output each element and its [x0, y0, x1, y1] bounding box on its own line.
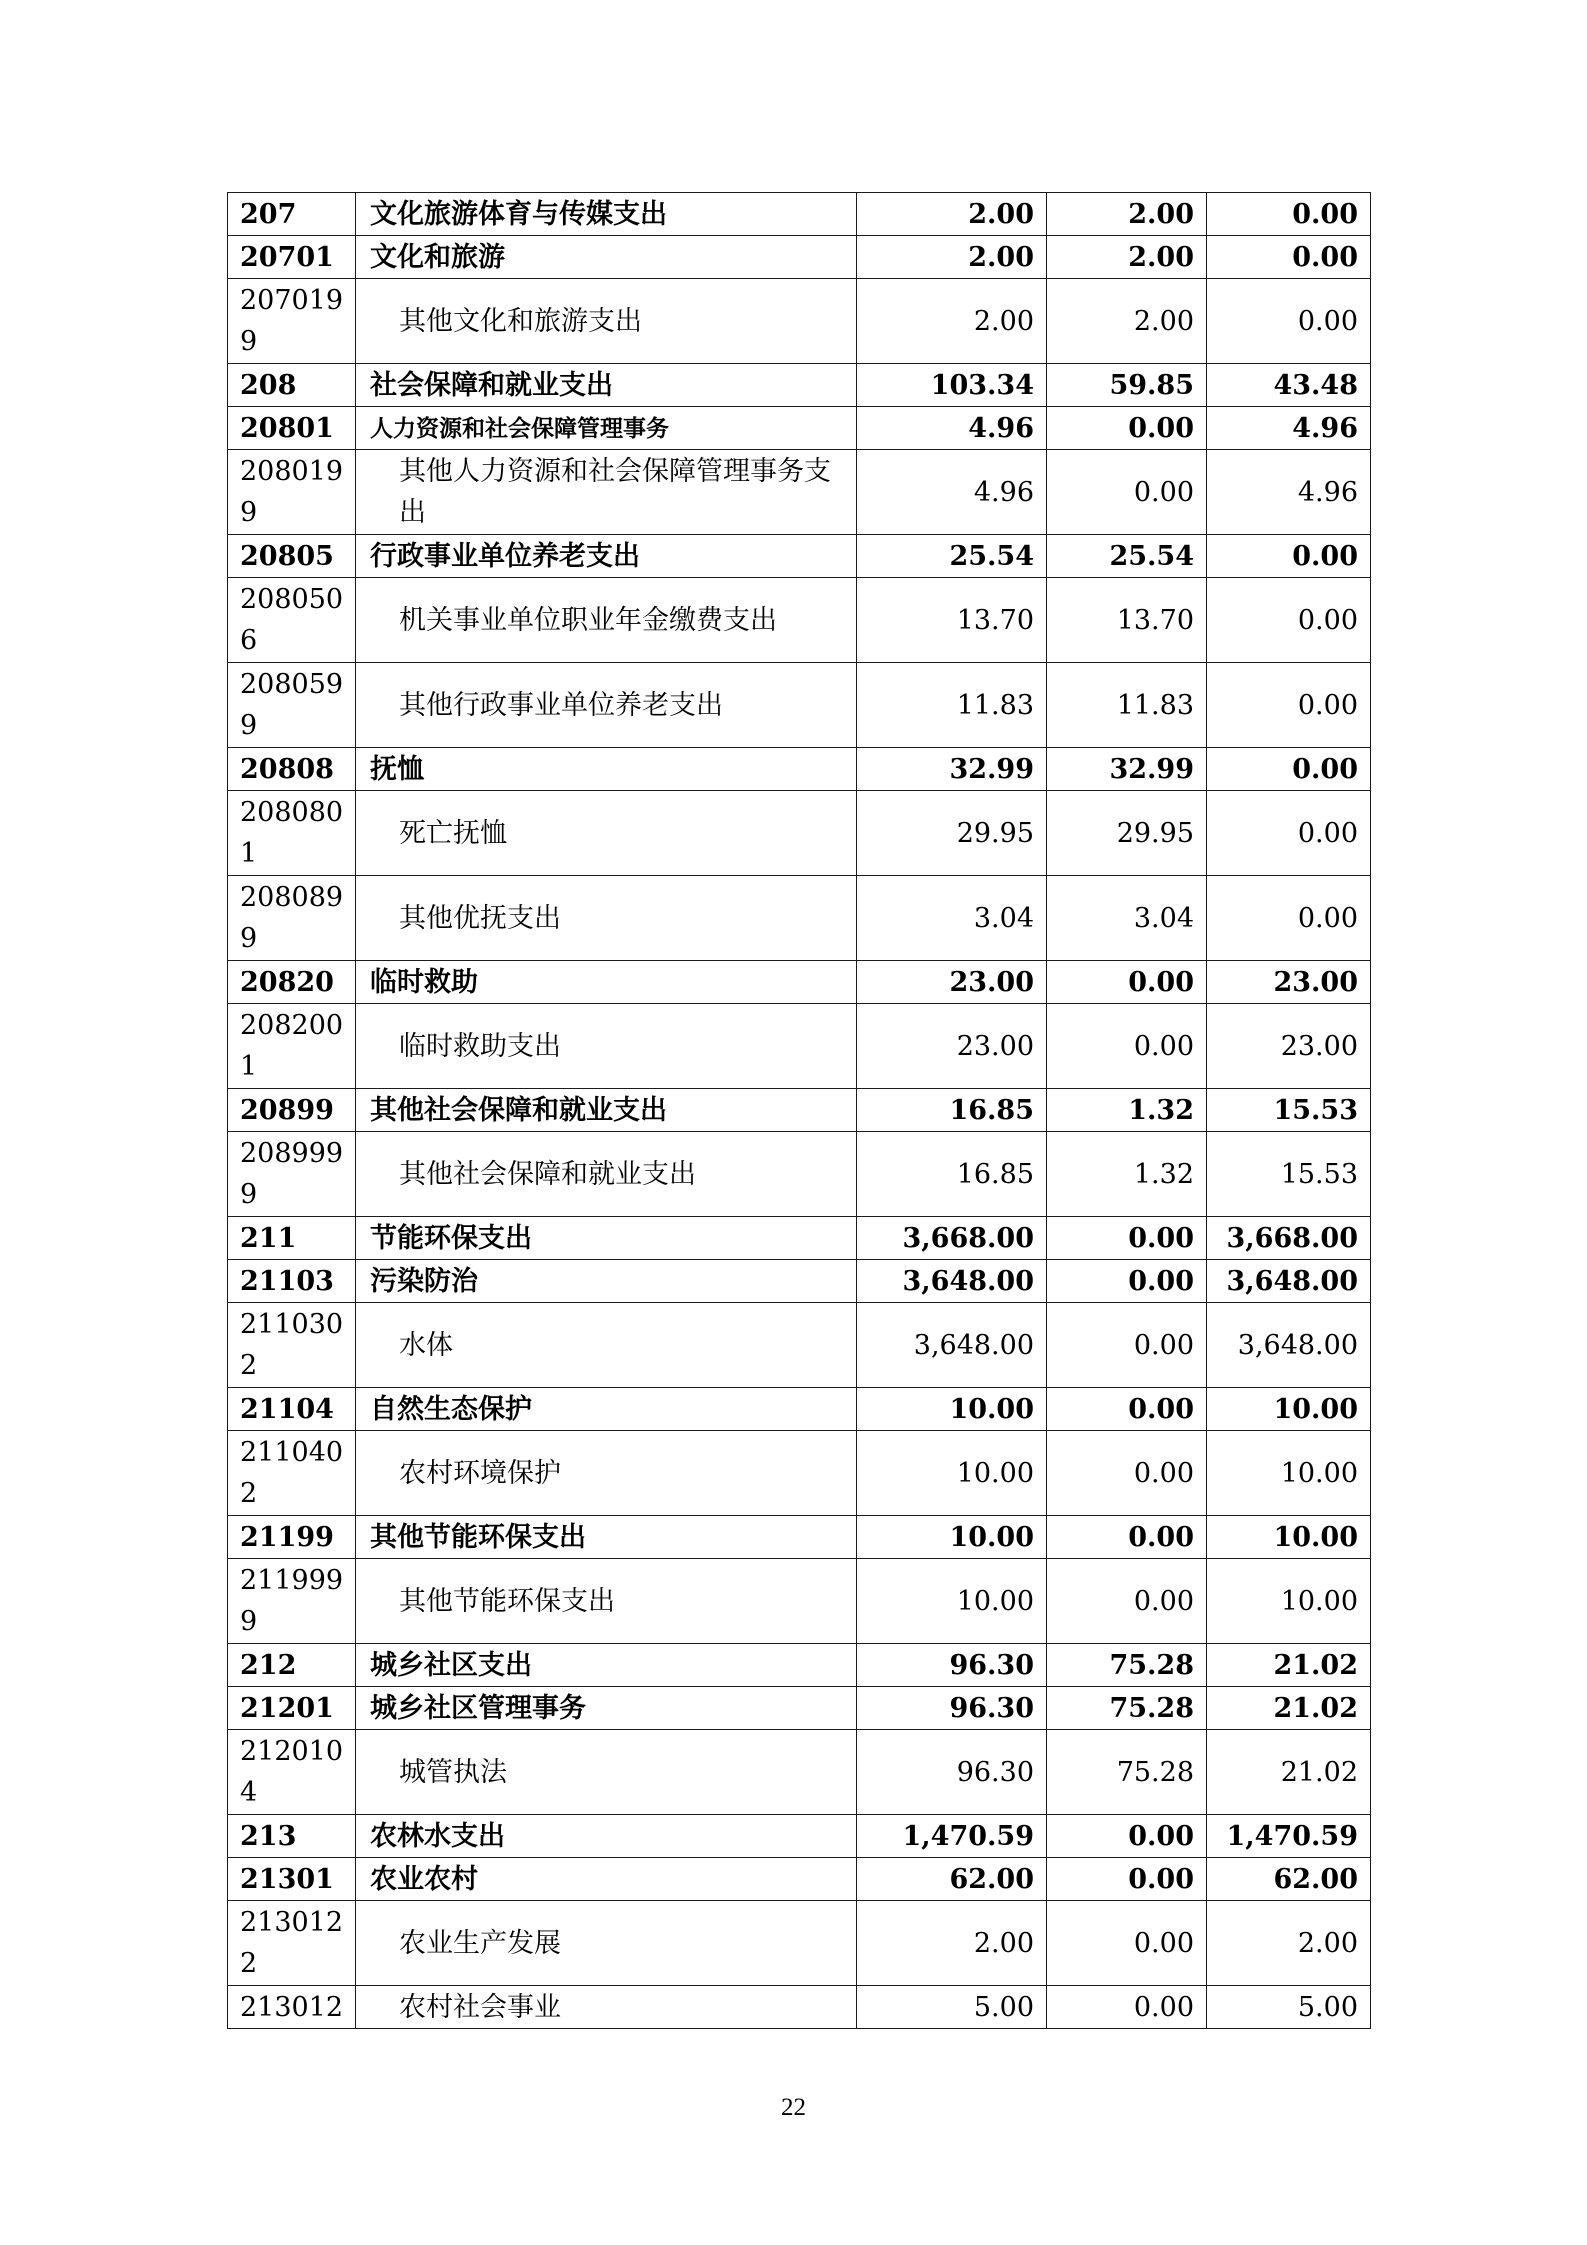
total-amount-cell: 3,668.00	[857, 1217, 1047, 1260]
basic-expenditure-cell: 1.32	[1047, 1132, 1207, 1217]
item-name-cell: 农村社会事业	[356, 1986, 857, 2029]
total-amount-cell: 16.85	[857, 1132, 1047, 1217]
table-row	[228, 1132, 1371, 1217]
total-amount-cell: 3,648.00	[857, 1260, 1047, 1303]
table-row	[228, 450, 1371, 535]
project-expenditure-cell: 4.96	[1207, 407, 1371, 450]
item-name-cell: 城管执法	[356, 1730, 857, 1815]
item-name-cell: 其他节能环保支出	[356, 1516, 857, 1559]
basic-expenditure-cell: 29.95	[1047, 791, 1207, 876]
total-amount-cell: 10.00	[857, 1388, 1047, 1431]
basic-expenditure-cell: 0.00	[1047, 1260, 1207, 1303]
project-expenditure-cell: 43.48	[1207, 364, 1371, 407]
item-name-cell: 社会保障和就业支出	[356, 364, 857, 407]
table-row	[228, 1303, 1371, 1388]
code-cell: 21301	[228, 1858, 356, 1901]
item-name-cell: 抚恤	[356, 748, 857, 791]
item-name-cell: 城乡社区支出	[356, 1644, 857, 1687]
total-amount-cell: 96.30	[857, 1730, 1047, 1815]
item-name-cell: 其他文化和旅游支出	[356, 279, 857, 364]
code-cell: 20701	[228, 236, 356, 279]
table-row	[228, 236, 1371, 279]
project-expenditure-cell: 23.00	[1207, 1004, 1371, 1089]
total-amount-cell: 62.00	[857, 1858, 1047, 1901]
basic-expenditure-cell: 0.00	[1047, 1431, 1207, 1516]
project-expenditure-cell: 3,668.00	[1207, 1217, 1371, 1260]
code-cell: 20805	[228, 535, 356, 578]
code-cell: 2080801	[228, 791, 356, 876]
table-row	[228, 1559, 1371, 1644]
project-expenditure-cell: 62.00	[1207, 1858, 1371, 1901]
total-amount-cell: 2.00	[857, 236, 1047, 279]
table-row	[228, 1730, 1371, 1815]
page-number: 22	[781, 2094, 806, 2121]
code-cell: 207	[228, 193, 356, 236]
code-cell: 212	[228, 1644, 356, 1687]
item-name-cell: 其他社会保障和就业支出	[356, 1089, 857, 1132]
table-row	[228, 1986, 1371, 2029]
table-row	[228, 1217, 1371, 1260]
total-amount-cell: 32.99	[857, 748, 1047, 791]
basic-expenditure-cell: 0.00	[1047, 1986, 1207, 2029]
basic-expenditure-cell: 0.00	[1047, 450, 1207, 535]
basic-expenditure-cell: 1.32	[1047, 1089, 1207, 1132]
item-name-cell: 农业农村	[356, 1858, 857, 1901]
table-row	[228, 364, 1371, 407]
project-expenditure-cell: 0.00	[1207, 578, 1371, 663]
project-expenditure-cell: 21.02	[1207, 1644, 1371, 1687]
basic-expenditure-cell: 3.04	[1047, 876, 1207, 961]
total-amount-cell: 2.00	[857, 1901, 1047, 1986]
item-name-cell: 临时救助	[356, 961, 857, 1004]
table-row	[228, 1687, 1371, 1730]
basic-expenditure-cell: 75.28	[1047, 1730, 1207, 1815]
table-row	[228, 791, 1371, 876]
project-expenditure-cell: 3,648.00	[1207, 1303, 1371, 1388]
code-cell: 2080899	[228, 876, 356, 961]
code-cell: 20801	[228, 407, 356, 450]
basic-expenditure-cell: 0.00	[1047, 1516, 1207, 1559]
code-cell: 2110402	[228, 1431, 356, 1516]
code-cell: 2080599	[228, 663, 356, 748]
item-name-cell: 农业生产发展	[356, 1901, 857, 1986]
basic-expenditure-cell: 0.00	[1047, 961, 1207, 1004]
item-name-cell: 水体	[356, 1303, 857, 1388]
total-amount-cell: 2.00	[857, 279, 1047, 364]
project-expenditure-cell: 0.00	[1207, 535, 1371, 578]
item-name-cell: 行政事业单位养老支出	[356, 535, 857, 578]
item-name-cell: 文化旅游体育与传媒支出	[356, 193, 857, 236]
basic-expenditure-cell: 75.28	[1047, 1687, 1207, 1730]
table-row	[228, 1388, 1371, 1431]
total-amount-cell: 10.00	[857, 1431, 1047, 1516]
total-amount-cell: 10.00	[857, 1516, 1047, 1559]
project-expenditure-cell: 21.02	[1207, 1730, 1371, 1815]
total-amount-cell: 13.70	[857, 578, 1047, 663]
item-name-cell: 机关事业单位职业年金缴费支出	[356, 578, 857, 663]
code-cell: 2080506	[228, 578, 356, 663]
total-amount-cell: 25.54	[857, 535, 1047, 578]
project-expenditure-cell: 10.00	[1207, 1516, 1371, 1559]
basic-expenditure-cell: 0.00	[1047, 1303, 1207, 1388]
basic-expenditure-cell: 0.00	[1047, 1901, 1207, 1986]
table-row	[228, 1815, 1371, 1858]
total-amount-cell: 16.85	[857, 1089, 1047, 1132]
total-amount-cell: 4.96	[857, 450, 1047, 535]
code-cell: 21103	[228, 1260, 356, 1303]
total-amount-cell: 1,470.59	[857, 1815, 1047, 1858]
project-expenditure-cell: 5.00	[1207, 1986, 1371, 2029]
table-row	[228, 578, 1371, 663]
project-expenditure-cell: 4.96	[1207, 450, 1371, 535]
table-row	[228, 407, 1371, 450]
basic-expenditure-cell: 0.00	[1047, 1217, 1207, 1260]
total-amount-cell: 3,648.00	[857, 1303, 1047, 1388]
code-cell: 21199	[228, 1516, 356, 1559]
code-cell: 2110302	[228, 1303, 356, 1388]
code-cell: 21104	[228, 1388, 356, 1431]
table-row	[228, 1089, 1371, 1132]
project-expenditure-cell: 10.00	[1207, 1559, 1371, 1644]
table-row	[228, 535, 1371, 578]
code-cell: 20808	[228, 748, 356, 791]
basic-expenditure-cell: 2.00	[1047, 279, 1207, 364]
code-cell: 213012	[228, 1986, 356, 2029]
project-expenditure-cell: 15.53	[1207, 1089, 1371, 1132]
basic-expenditure-cell: 0.00	[1047, 1559, 1207, 1644]
code-cell: 208	[228, 364, 356, 407]
total-amount-cell: 2.00	[857, 193, 1047, 236]
item-name-cell: 城乡社区管理事务	[356, 1687, 857, 1730]
item-name-cell: 人力资源和社会保障管理事务	[356, 407, 857, 450]
basic-expenditure-cell: 0.00	[1047, 1388, 1207, 1431]
table-row	[228, 279, 1371, 364]
total-amount-cell: 5.00	[857, 1986, 1047, 2029]
basic-expenditure-cell: 0.00	[1047, 1858, 1207, 1901]
item-name-cell: 其他节能环保支出	[356, 1559, 857, 1644]
item-name-cell: 污染防治	[356, 1260, 857, 1303]
item-name-cell: 节能环保支出	[356, 1217, 857, 1260]
project-expenditure-cell: 10.00	[1207, 1388, 1371, 1431]
project-expenditure-cell: 0.00	[1207, 279, 1371, 364]
basic-expenditure-cell: 25.54	[1047, 535, 1207, 578]
project-expenditure-cell: 15.53	[1207, 1132, 1371, 1217]
code-cell: 2080199	[228, 450, 356, 535]
total-amount-cell: 29.95	[857, 791, 1047, 876]
project-expenditure-cell: 1,470.59	[1207, 1815, 1371, 1858]
item-name-cell: 文化和旅游	[356, 236, 857, 279]
table-row	[228, 1260, 1371, 1303]
item-name-cell: 自然生态保护	[356, 1388, 857, 1431]
item-name-cell: 其他行政事业单位养老支出	[356, 663, 857, 748]
total-amount-cell: 23.00	[857, 961, 1047, 1004]
table-row	[228, 1431, 1371, 1516]
basic-expenditure-cell: 2.00	[1047, 193, 1207, 236]
total-amount-cell: 10.00	[857, 1559, 1047, 1644]
table-row	[228, 748, 1371, 791]
basic-expenditure-cell: 13.70	[1047, 578, 1207, 663]
item-name-cell: 农林水支出	[356, 1815, 857, 1858]
item-name-cell: 农村环境保护	[356, 1431, 857, 1516]
basic-expenditure-cell: 11.83	[1047, 663, 1207, 748]
code-cell: 211	[228, 1217, 356, 1260]
table-row	[228, 1644, 1371, 1687]
total-amount-cell: 96.30	[857, 1687, 1047, 1730]
table-row	[228, 961, 1371, 1004]
project-expenditure-cell: 3,648.00	[1207, 1260, 1371, 1303]
total-amount-cell: 23.00	[857, 1004, 1047, 1089]
total-amount-cell: 96.30	[857, 1644, 1047, 1687]
project-expenditure-cell: 0.00	[1207, 236, 1371, 279]
item-name-cell: 其他人力资源和社会保障管理事务支出	[356, 450, 857, 535]
total-amount-cell: 103.34	[857, 364, 1047, 407]
table-row	[228, 1858, 1371, 1901]
basic-expenditure-cell: 32.99	[1047, 748, 1207, 791]
project-expenditure-cell: 21.02	[1207, 1687, 1371, 1730]
code-cell: 2130122	[228, 1901, 356, 1986]
project-expenditure-cell: 0.00	[1207, 791, 1371, 876]
basic-expenditure-cell: 2.00	[1047, 236, 1207, 279]
table-row	[228, 193, 1371, 236]
item-name-cell: 其他社会保障和就业支出	[356, 1132, 857, 1217]
code-cell: 2089999	[228, 1132, 356, 1217]
code-cell: 2120104	[228, 1730, 356, 1815]
expenditure-table-body	[228, 193, 1371, 2029]
basic-expenditure-cell: 75.28	[1047, 1644, 1207, 1687]
project-expenditure-cell: 23.00	[1207, 961, 1371, 1004]
project-expenditure-cell: 0.00	[1207, 663, 1371, 748]
table-row	[228, 1901, 1371, 1986]
code-cell: 21201	[228, 1687, 356, 1730]
project-expenditure-cell: 0.00	[1207, 748, 1371, 791]
project-expenditure-cell: 0.00	[1207, 876, 1371, 961]
basic-expenditure-cell: 59.85	[1047, 364, 1207, 407]
basic-expenditure-cell: 0.00	[1047, 1815, 1207, 1858]
item-name-cell: 临时救助支出	[356, 1004, 857, 1089]
code-cell: 213	[228, 1815, 356, 1858]
basic-expenditure-cell: 0.00	[1047, 1004, 1207, 1089]
table-row	[228, 663, 1371, 748]
item-name-cell: 其他优抚支出	[356, 876, 857, 961]
project-expenditure-cell: 10.00	[1207, 1431, 1371, 1516]
code-cell: 2119999	[228, 1559, 356, 1644]
code-cell: 20820	[228, 961, 356, 1004]
project-expenditure-cell: 2.00	[1207, 1901, 1371, 1986]
basic-expenditure-cell: 0.00	[1047, 407, 1207, 450]
code-cell: 20899	[228, 1089, 356, 1132]
total-amount-cell: 3.04	[857, 876, 1047, 961]
expenditure-table	[227, 192, 1371, 2029]
table-row	[228, 876, 1371, 961]
table-row	[228, 1516, 1371, 1559]
total-amount-cell: 11.83	[857, 663, 1047, 748]
table-row	[228, 1004, 1371, 1089]
code-cell: 2082001	[228, 1004, 356, 1089]
code-cell: 2070199	[228, 279, 356, 364]
project-expenditure-cell: 0.00	[1207, 193, 1371, 236]
total-amount-cell: 4.96	[857, 407, 1047, 450]
item-name-cell: 死亡抚恤	[356, 791, 857, 876]
